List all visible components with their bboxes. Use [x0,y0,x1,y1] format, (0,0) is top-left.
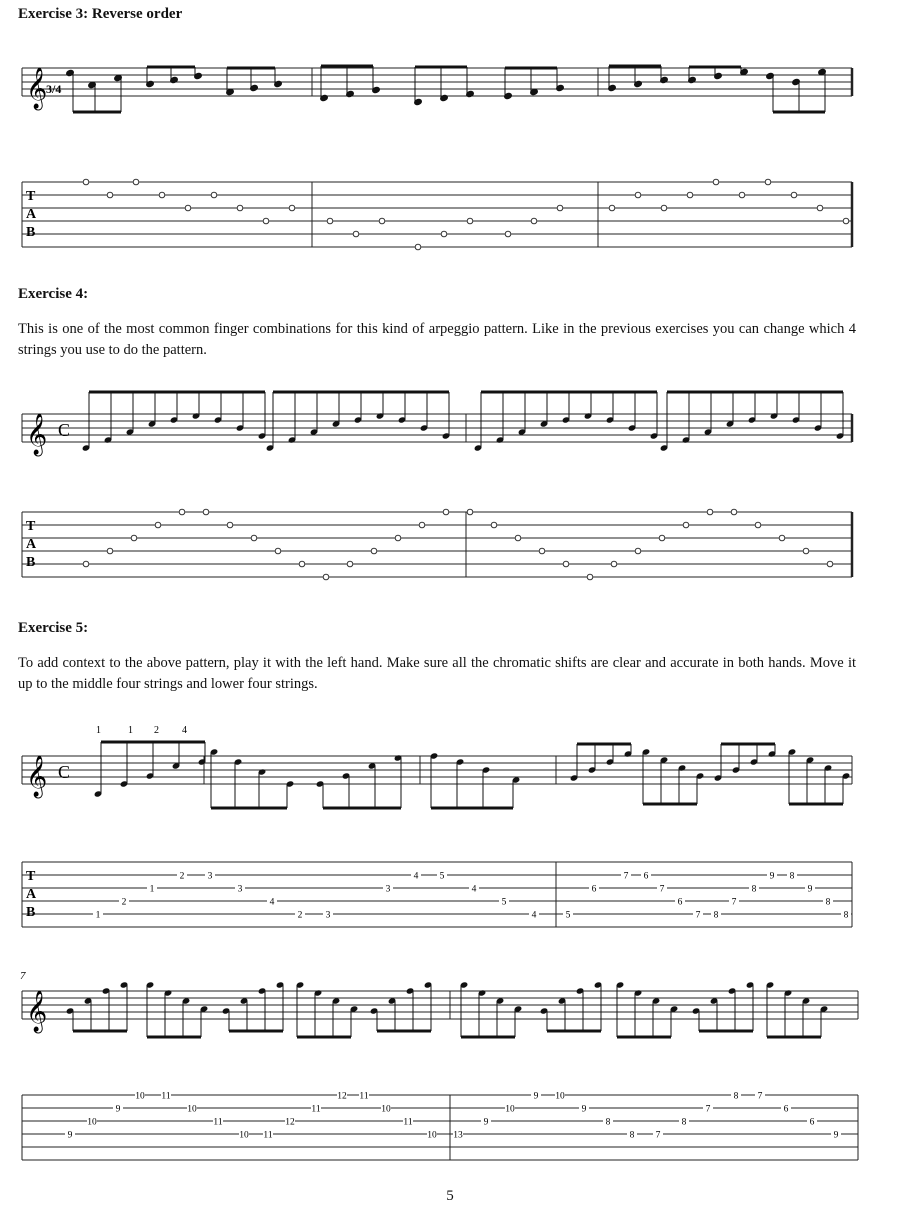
tab-fret-mark [779,535,785,541]
tab-fret-number: 8 [733,1091,739,1102]
exercise-5-description: To add context to the above pattern, play it with the left hand. Make sure all the chromatic shifts are clear and accurate in both hands. Move it up to the middle four strings and lower four strings. [18,655,856,692]
tab-fret-number: 9 [581,1104,587,1115]
tab-fret-number: 8 [789,871,795,882]
exercise-3-title: Exercise 3: Reverse order [18,6,183,22]
tab-fret-mark [515,535,521,541]
tab-fret-mark [635,192,641,198]
tab-fret-mark [415,244,421,250]
tab-fret-number: 10 [381,1104,391,1115]
tab-fret-number: 8 [681,1117,687,1128]
tab-fret-mark [587,574,593,580]
common-time: C [58,762,71,782]
tab-fret-number: 8 [751,884,757,895]
tab-fret-number: 5 [439,871,445,882]
tab-fret-number: 3 [325,910,331,921]
page-number: 5 [446,1188,454,1204]
tab-fret-number: 9 [533,1091,539,1102]
tab-fret-mark [131,535,137,541]
tab-fret-number: 3 [207,871,213,882]
tab-fret-number: 10 [427,1130,437,1141]
tab-fret-mark [539,548,545,554]
tab-numbers [93,870,851,921]
tab-fret-mark [371,548,377,554]
tab-marks [83,509,833,580]
common-time: C [58,420,71,440]
tab-fret-number: 8 [713,910,719,921]
tab-fret-mark [731,509,737,515]
tab-fret-mark [227,522,233,528]
tab-fret-mark [353,231,359,237]
tab-fret-mark [237,205,243,211]
tab-fret-mark [83,179,89,185]
exercise-3-score [0,40,900,300]
tab-letter-b: B [26,225,36,240]
tab-fret-mark [323,574,329,580]
tab-fret-mark [791,192,797,198]
tab-fret-number: 3 [385,884,391,895]
tab-fret-mark [739,192,745,198]
tab-letter-t: T [26,519,36,534]
tab-fret-number: 9 [67,1130,73,1141]
tab-fret-number: 2 [121,897,127,908]
tab-fret-mark [185,205,191,211]
tab-fret-number: 6 [783,1104,789,1115]
tab-fret-number: 9 [833,1130,839,1141]
tab-fret-number: 7 [659,884,665,895]
tab-letter-b: B [26,555,36,570]
tab-fret-mark [659,535,665,541]
tab-staff [22,1095,858,1160]
fingering-3: 2 [154,725,159,736]
tab-fret-number: 10 [505,1104,515,1115]
tab-fret-mark [467,218,473,224]
tab-fret-mark [765,179,771,185]
fingering-4: 4 [182,725,187,736]
tab-fret-number: 9 [483,1117,489,1128]
staff [22,756,852,784]
tab-staff [22,182,852,247]
tab-fret-mark [635,548,641,554]
tab-fret-mark [107,192,113,198]
tab-fret-number: 11 [161,1091,171,1102]
tab-fret-mark [687,192,693,198]
exercise-5-title: Exercise 5: [18,620,89,636]
tab-fret-number: 7 [705,1104,711,1115]
tab-fret-mark [251,535,257,541]
tab-fret-number: 8 [629,1130,635,1141]
tab-fret-mark [563,561,569,567]
tab-fret-number: 7 [757,1091,763,1102]
tab-fret-number: 6 [643,871,649,882]
tab-fret-number: 11 [213,1117,223,1128]
tab-fret-mark [275,548,281,554]
exercise-5-score-line-1 [0,700,900,940]
tab-fret-number: 10 [187,1104,197,1115]
notes [66,981,829,1037]
tab-fret-mark [611,561,617,567]
fingering-2: 1 [128,725,133,736]
tab-letter-a: A [26,887,37,902]
tab-letter-a: A [26,207,37,222]
tab-fret-mark [531,218,537,224]
tab-fret-mark [83,561,89,567]
tab-fret-number: 8 [605,1117,611,1128]
tab-fret-mark [159,192,165,198]
tab-marks [83,179,849,250]
tab-fret-number: 10 [239,1130,249,1141]
tab-fret-number: 11 [311,1104,321,1115]
tab-fret-number: 10 [555,1091,565,1102]
tab-fret-number: 11 [403,1117,413,1128]
tab-fret-number: 5 [501,897,507,908]
measure-number: 7 [20,970,26,982]
tab-fret-mark [133,179,139,185]
tab-fret-mark [683,522,689,528]
treble-clef: 𝄞 [26,991,48,1031]
tab-fret-mark [299,561,305,567]
tab-fret-mark [155,522,161,528]
tab-fret-number: 2 [297,910,303,921]
treble-clef: 𝄞 [26,414,48,454]
tab-fret-number: 2 [179,871,185,882]
tab-fret-mark [441,231,447,237]
tab-fret-number: 6 [677,897,683,908]
tab-fret-number: 8 [825,897,831,908]
tab-letter-t: T [26,869,36,884]
tab-fret-mark [843,218,849,224]
tab-fret-mark [107,548,113,554]
tab-fret-number: 12 [285,1117,295,1128]
tab-fret-number: 12 [337,1091,347,1102]
exercise-5-score-line-2 [0,955,900,1185]
tab-fret-number: 1 [149,884,155,895]
tab-letter-a: A [26,537,37,552]
tab-fret-mark [817,205,823,211]
tab-fret-number: 10 [135,1091,145,1102]
tab-fret-mark [755,522,761,528]
tab-letter-t: T [26,189,36,204]
tab-fret-mark [443,509,449,515]
tab-fret-number: 6 [809,1117,815,1128]
tab-fret-number: 5 [565,910,571,921]
tab-fret-mark [379,218,385,224]
tab-fret-mark [347,561,353,567]
tab-staff [22,512,852,577]
tab-fret-mark [707,509,713,515]
tab-fret-mark [395,535,401,541]
tab-fret-mark [419,522,425,528]
tab-fret-number: 4 [531,910,537,921]
tab-fret-mark [179,509,185,515]
notes [94,742,851,808]
tab-fret-mark [661,205,667,211]
tab-fret-number: 9 [115,1104,121,1115]
tab-fret-mark [491,522,497,528]
tab-fret-number: 7 [731,897,737,908]
tab-fret-mark [263,218,269,224]
time-signature: 3/4 [46,82,62,96]
tab-fret-mark [203,509,209,515]
staff [22,414,852,442]
tab-fret-mark [803,548,809,554]
tab-fret-number: 4 [269,897,275,908]
treble-clef: 𝄞 [26,68,48,108]
tab-fret-mark [211,192,217,198]
tab-fret-mark [557,205,563,211]
tab-fret-number: 8 [843,910,849,921]
tab-fret-number: 6 [591,884,597,895]
exercise-4-description: This is one of the most common finger combinations for this kind of arpeggio pattern. Like in the previous exercises you can change which 4 strings you use to do the pattern. [18,321,856,358]
tab-fret-mark [713,179,719,185]
exercise-4-score [0,370,900,590]
tab-numbers [65,1090,841,1141]
tab-fret-number: 11 [359,1091,369,1102]
tab-fret-mark [505,231,511,237]
exercise-4-title: Exercise 4: [18,286,89,302]
tab-fret-number: 9 [807,884,813,895]
treble-clef: 𝄞 [26,756,48,796]
tab-fret-mark [827,561,833,567]
tab-fret-number: 13 [453,1130,463,1141]
tab-fret-number: 3 [237,884,243,895]
tab-fret-number: 9 [769,871,775,882]
tab-fret-number: 7 [695,910,701,921]
tab-fret-number: 11 [263,1130,273,1141]
notes [82,392,845,452]
tab-fret-number: 4 [413,871,419,882]
tab-fret-number: 7 [655,1130,661,1141]
tab-fret-number: 7 [623,871,629,882]
tab-fret-mark [327,218,333,224]
tab-fret-mark [289,205,295,211]
tab-fret-number: 10 [87,1117,97,1128]
tab-fret-number: 4 [471,884,477,895]
fingering-1: 1 [96,725,101,736]
tab-letter-b: B [26,905,36,920]
tab-fret-number: 1 [95,910,101,921]
tab-fret-mark [609,205,615,211]
tab-fret-mark [467,509,473,515]
